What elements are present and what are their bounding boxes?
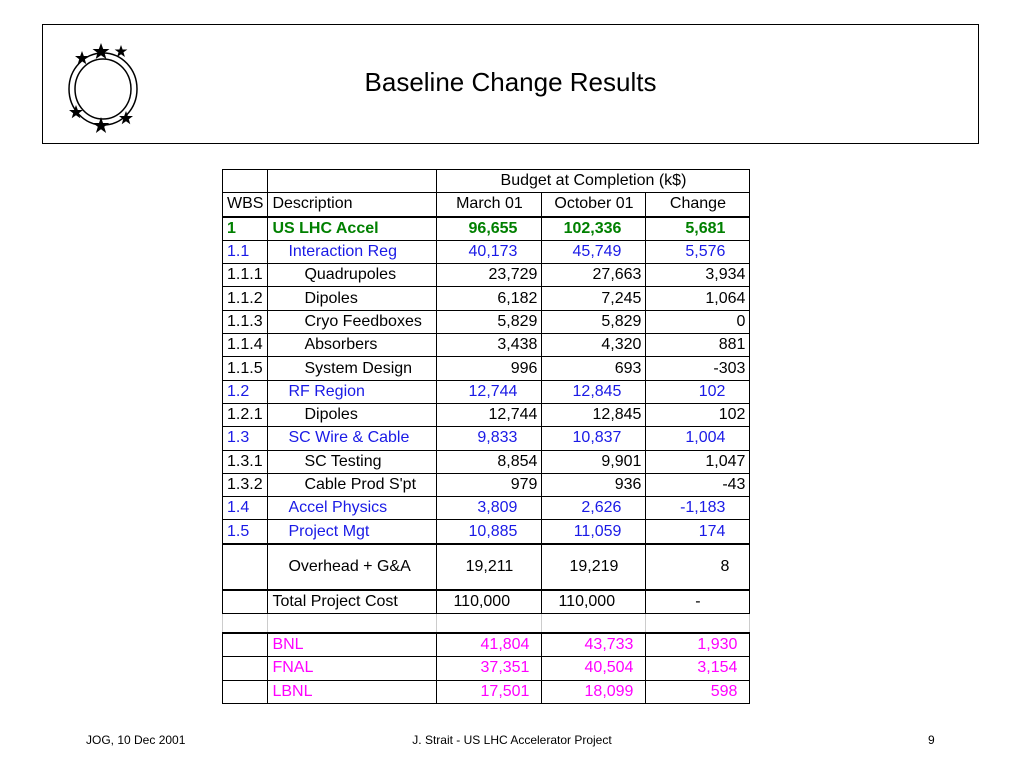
table-row (223, 357, 750, 380)
total-row (223, 590, 750, 614)
table-row (223, 450, 750, 473)
table-row (223, 240, 750, 263)
lab-row (223, 633, 750, 657)
change-value: 174 (646, 520, 750, 544)
wbs-cell: 1 (223, 217, 268, 241)
wbs-cell: 1.1.2 (223, 287, 268, 310)
october-value: 18,099 (542, 680, 646, 703)
table-row (223, 427, 750, 450)
change-value: 1,047 (646, 450, 750, 473)
october-value: 40,504 (542, 657, 646, 680)
march-value: 6,182 (437, 287, 542, 310)
change-value: -303 (646, 357, 750, 380)
description-cell: Absorbers (268, 334, 437, 357)
col-header-october: October 01 (542, 193, 646, 217)
change-value: 881 (646, 334, 750, 357)
description-cell: System Design (268, 357, 437, 380)
wbs-cell: 1.1.3 (223, 310, 268, 333)
budget-table (222, 169, 750, 704)
description-cell: RF Region (268, 380, 437, 403)
header-group-label: Budget at Completion (k$) (437, 170, 750, 193)
march-value: 19,211 (437, 544, 542, 590)
wbs-cell: 1.1.5 (223, 357, 268, 380)
march-value: 17,501 (437, 680, 542, 703)
october-value: 693 (542, 357, 646, 380)
change-value: 1,064 (646, 287, 750, 310)
table-row (223, 520, 750, 544)
october-value: 4,320 (542, 334, 646, 357)
october-value: 45,749 (542, 240, 646, 263)
description-cell: Project Mgt (268, 520, 437, 544)
lab-row (223, 657, 750, 680)
october-value: 19,219 (542, 544, 646, 590)
description-cell: Accel Physics (268, 497, 437, 520)
change-value: 5,576 (646, 240, 750, 263)
footer-date: JOG, 10 Dec 2001 (86, 733, 186, 747)
wbs-cell: 1.3.2 (223, 473, 268, 496)
table-row (223, 217, 750, 241)
page-number: 9 (928, 733, 935, 747)
col-header-march: March 01 (437, 193, 542, 217)
wbs-cell: 1.1.4 (223, 334, 268, 357)
description-cell: Interaction Reg (268, 240, 437, 263)
change-value: 102 (646, 403, 750, 426)
march-value: 979 (437, 473, 542, 496)
march-value: 5,829 (437, 310, 542, 333)
october-value: 9,901 (542, 450, 646, 473)
col-header-change: Change (646, 193, 750, 217)
description-cell: Cryo Feedboxes (268, 310, 437, 333)
change-value: - (646, 590, 750, 614)
description-cell: Dipoles (268, 287, 437, 310)
footer-project: J. Strait - US LHC Accelerator Project (412, 733, 612, 747)
october-value: 10,837 (542, 427, 646, 450)
october-value: 11,059 (542, 520, 646, 544)
table-row (223, 403, 750, 426)
wbs-cell: 1.3 (223, 427, 268, 450)
table-row (223, 264, 750, 287)
october-value: 102,336 (542, 217, 646, 241)
change-value: 0 (646, 310, 750, 333)
change-value: 102 (646, 380, 750, 403)
october-value: 12,845 (542, 403, 646, 426)
col-header-wbs: WBS (223, 193, 268, 217)
table-row (223, 497, 750, 520)
march-value: 8,854 (437, 450, 542, 473)
march-value: 37,351 (437, 657, 542, 680)
slide-title: Baseline Change Results (364, 67, 657, 97)
table-row (223, 380, 750, 403)
spacer-row (223, 614, 750, 634)
wbs-cell: 1.1.1 (223, 264, 268, 287)
change-value: 5,681 (646, 217, 750, 241)
october-value: 936 (542, 473, 646, 496)
october-value: 12,845 (542, 380, 646, 403)
title-box (42, 24, 979, 144)
change-value: -43 (646, 473, 750, 496)
march-value: 3,438 (437, 334, 542, 357)
wbs-cell: 1.2.1 (223, 403, 268, 426)
march-value: 12,744 (437, 403, 542, 426)
table-row (223, 310, 750, 333)
description-cell: Overhead + G&A (268, 544, 437, 590)
description-cell: Dipoles (268, 403, 437, 426)
table-row (223, 473, 750, 496)
change-value: 3,154 (646, 657, 750, 680)
october-value: 7,245 (542, 287, 646, 310)
change-value: -1,183 (646, 497, 750, 520)
description-cell: SC Wire & Cable (268, 427, 437, 450)
col-header-description: Description (268, 193, 437, 217)
march-value: 3,809 (437, 497, 542, 520)
wbs-cell: 1.2 (223, 380, 268, 403)
description-cell: Quadrupoles (268, 264, 437, 287)
lab-row (223, 680, 750, 703)
lab-name: FNAL (268, 657, 437, 680)
march-value: 12,744 (437, 380, 542, 403)
march-value: 40,173 (437, 240, 542, 263)
description-cell: Cable Prod S'pt (268, 473, 437, 496)
table-row (223, 334, 750, 357)
march-value: 41,804 (437, 633, 542, 657)
october-value: 5,829 (542, 310, 646, 333)
description-cell: Total Project Cost (268, 590, 437, 614)
wbs-cell: 1.1 (223, 240, 268, 263)
wbs-cell: 1.5 (223, 520, 268, 544)
change-value: 598 (646, 680, 750, 703)
header-group-row (223, 170, 750, 193)
october-value: 2,626 (542, 497, 646, 520)
march-value: 23,729 (437, 264, 542, 287)
description-cell: US LHC Accel (268, 217, 437, 241)
march-value: 10,885 (437, 520, 542, 544)
overhead-row (223, 544, 750, 590)
march-value: 996 (437, 357, 542, 380)
march-value: 9,833 (437, 427, 542, 450)
lab-name: BNL (268, 633, 437, 657)
description-cell: SC Testing (268, 450, 437, 473)
march-value: 96,655 (437, 217, 542, 241)
october-value: 110,000 (542, 590, 646, 614)
table-row (223, 287, 750, 310)
october-value: 27,663 (542, 264, 646, 287)
wbs-cell: 1.4 (223, 497, 268, 520)
change-value: 8 (646, 544, 750, 590)
march-value: 110,000 (437, 590, 542, 614)
change-value: 3,934 (646, 264, 750, 287)
change-value: 1,004 (646, 427, 750, 450)
column-header-row (223, 193, 750, 217)
lab-name: LBNL (268, 680, 437, 703)
change-value: 1,930 (646, 633, 750, 657)
wbs-cell: 1.3.1 (223, 450, 268, 473)
october-value: 43,733 (542, 633, 646, 657)
